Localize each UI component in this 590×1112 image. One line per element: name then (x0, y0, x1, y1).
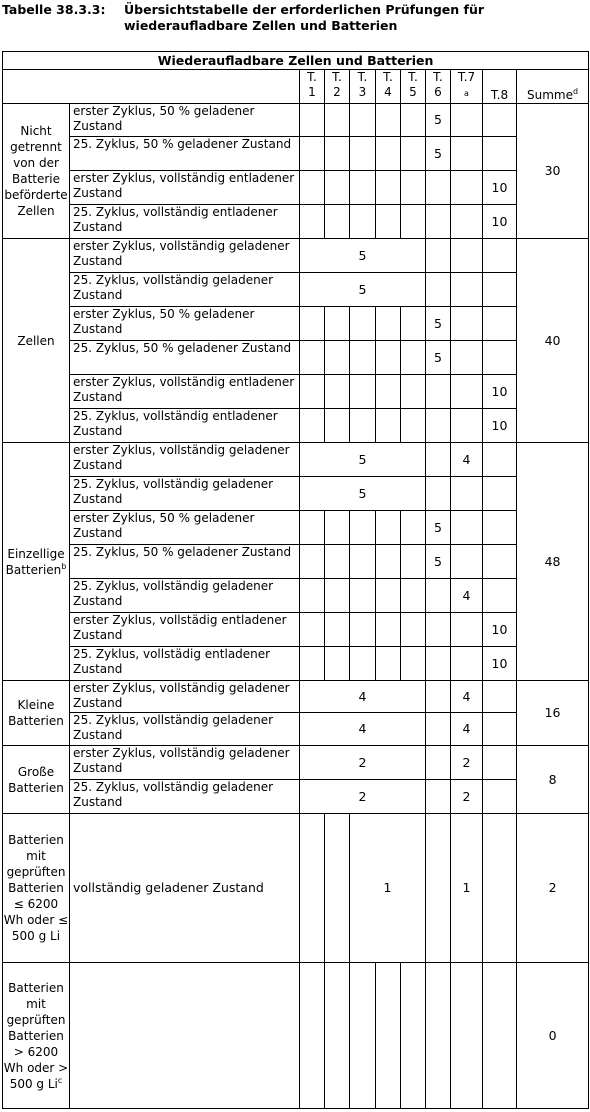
summary-table (2, 51, 589, 1109)
table-row (3, 647, 589, 681)
cell-t6: 5 (426, 307, 451, 341)
group-label: Kleine Batterien (3, 681, 70, 746)
table-row (3, 239, 589, 273)
row-description: erster Zyklus, vollständig entladener Zustand (70, 171, 300, 205)
group-label: Zellen (3, 239, 70, 443)
cell-t7 (451, 545, 483, 579)
group-sum: 30 (517, 104, 589, 239)
group-label: Einzellige Batterien$^b$ (3, 443, 70, 681)
col-header-t1: T. 1 (300, 70, 325, 104)
row-description: 25. Zyklus, vollständig entladener Zustand (70, 409, 300, 443)
cell-t6 (426, 647, 451, 681)
row-description: 25. Zyklus, vollständig geladener Zustand (70, 273, 300, 307)
group-sum: 8 (517, 746, 589, 814)
cell-t7: 4 (451, 713, 483, 746)
group-sum: 48 (517, 443, 589, 681)
row-description: 25. Zyklus, 50 % geladener Zustand (70, 137, 300, 171)
cell-t8 (483, 341, 517, 375)
table-row (3, 613, 589, 647)
table-row (3, 137, 589, 171)
cell-t8 (483, 579, 517, 613)
cell-t8: 10 (483, 205, 517, 239)
cell-t7: 1 (451, 814, 483, 963)
cell-t8: 10 (483, 409, 517, 443)
cell-t1-t5: 5 (300, 477, 426, 511)
cell-t1-t5: 5 (300, 273, 426, 307)
table-row (3, 545, 589, 579)
cell-t1-t5: 5 (300, 443, 426, 477)
header-empty-cell (3, 70, 300, 104)
row-description: vollständig geladener Zustand (70, 814, 300, 963)
group-sum: 0 (517, 963, 589, 1109)
col-header-t6: T. 6 (426, 70, 451, 104)
cell-t7 (451, 511, 483, 545)
table-row (3, 443, 589, 477)
cell-t1-t5: 2 (300, 780, 426, 814)
table-main-header: Wiederaufladbare Zellen und Batterien (3, 52, 589, 70)
cell-t6 (426, 579, 451, 613)
cell-t1-t5: 4 (300, 681, 426, 713)
table-row (3, 409, 589, 443)
row-description: erster Zyklus, 50 % geladener Zustand (70, 104, 300, 137)
row-description: erster Zyklus, vollständig geladener Zustand (70, 681, 300, 713)
cell-t7: 4 (451, 443, 483, 477)
col-header-t4: T. 4 (376, 70, 401, 104)
row-description: 25. Zyklus, vollstädig entladener Zustand (70, 647, 300, 681)
table-row (3, 104, 589, 137)
cell-t7: 4 (451, 681, 483, 713)
cell-t6: 5 (426, 104, 451, 137)
group-sum: 16 (517, 681, 589, 746)
cell-t7: 2 (451, 746, 483, 780)
col-header-t8: T.8 (483, 70, 517, 104)
cell-t8: 10 (483, 647, 517, 681)
cell-t8 (483, 104, 517, 137)
table-row (3, 963, 589, 1109)
col-header-t7: T.7 a (451, 70, 483, 104)
cell-t1-t5: 2 (300, 746, 426, 780)
cell-t6 (426, 613, 451, 647)
cell-t6: 5 (426, 137, 451, 171)
table-row (3, 205, 589, 239)
col-header-sum: Summe$^d$ (517, 70, 589, 104)
row-description: 25. Zyklus, vollständig entladener Zustand (70, 205, 300, 239)
table-row (3, 713, 589, 746)
row-description: erster Zyklus, vollständig geladener Zustand (70, 746, 300, 780)
table-row (3, 746, 589, 780)
table-row (3, 171, 589, 205)
col-header-t5: T. 5 (401, 70, 426, 104)
table-row (3, 341, 589, 375)
row-description: 25. Zyklus, vollständig geladener Zustand (70, 579, 300, 613)
cell-t7: 2 (451, 780, 483, 814)
cell-t6 (426, 409, 451, 443)
table-number: Tabelle 38.3.3: (2, 2, 106, 17)
cell-t7: 4 (451, 579, 483, 613)
table-row (3, 780, 589, 814)
table-row (3, 307, 589, 341)
cell-t6: 5 (426, 341, 451, 375)
group-label: Batterien mit geprüften Batterien ≤ 6200 Wh oder ≤ 500 g Li (3, 814, 70, 963)
cell-t6 (426, 375, 451, 409)
table-row (3, 375, 589, 409)
group-label: Batterien mit geprüften Batterien > 6200 Wh oder > 500 g Li$^c$ (3, 963, 70, 1109)
row-description: erster Zyklus, vollständig geladener Zustand (70, 443, 300, 477)
group-label: Nicht getrennt von der Batterie beförderte Zellen (3, 104, 70, 239)
cell-t7 (451, 613, 483, 647)
group-sum: 2 (517, 814, 589, 963)
row-description: erster Zyklus, vollständig entladener Zustand (70, 375, 300, 409)
row-description: 25. Zyklus, vollständig geladener Zustand (70, 713, 300, 746)
row-description: 25. Zyklus, vollständig geladener Zustand (70, 780, 300, 814)
cell-t1-t5: 5 (300, 239, 426, 273)
table-row (3, 681, 589, 713)
table-caption (2, 2, 588, 46)
cell-t6: 5 (426, 511, 451, 545)
col-header-t2: T. 2 (325, 70, 350, 104)
row-description: 25. Zyklus, 50 % geladener Zustand (70, 341, 300, 375)
cell-t8: 10 (483, 375, 517, 409)
group-label: Große Batterien (3, 746, 70, 814)
cell-t7 (451, 647, 483, 681)
cell-t8 (483, 511, 517, 545)
cell-t8 (483, 137, 517, 171)
table-row (3, 273, 589, 307)
table-row (3, 511, 589, 545)
cell-t6 (426, 171, 451, 205)
table-row (3, 814, 589, 963)
row-description: 25. Zyklus, vollständig geladener Zustand (70, 477, 300, 511)
cell-t8 (483, 545, 517, 579)
table-title: Übersichtstabelle der erforderlichen Prüfungen für wiederaufladbare Zellen und Batterien (124, 2, 485, 33)
cell-t6: 5 (426, 545, 451, 579)
cell-t8: 10 (483, 613, 517, 647)
row-description: erster Zyklus, 50 % geladener Zustand (70, 307, 300, 341)
cell-t6 (426, 205, 451, 239)
table-row (3, 579, 589, 613)
row-description: erster Zyklus, 50 % geladener Zustand (70, 511, 300, 545)
table-row (3, 477, 589, 511)
cell-t8 (483, 307, 517, 341)
cell-t7 (451, 477, 483, 511)
cell-t1-t5: 4 (300, 713, 426, 746)
row-description: erster Zyklus, vollständig geladener Zustand (70, 239, 300, 273)
cell-t8: 10 (483, 171, 517, 205)
cell-t3-t5: 1 (350, 814, 426, 963)
row-description: erster Zyklus, vollstädig entladener Zustand (70, 613, 300, 647)
row-description: 25. Zyklus, 50 % geladener Zustand (70, 545, 300, 579)
group-sum: 40 (517, 239, 589, 443)
col-header-t3: T. 3 (350, 70, 376, 104)
